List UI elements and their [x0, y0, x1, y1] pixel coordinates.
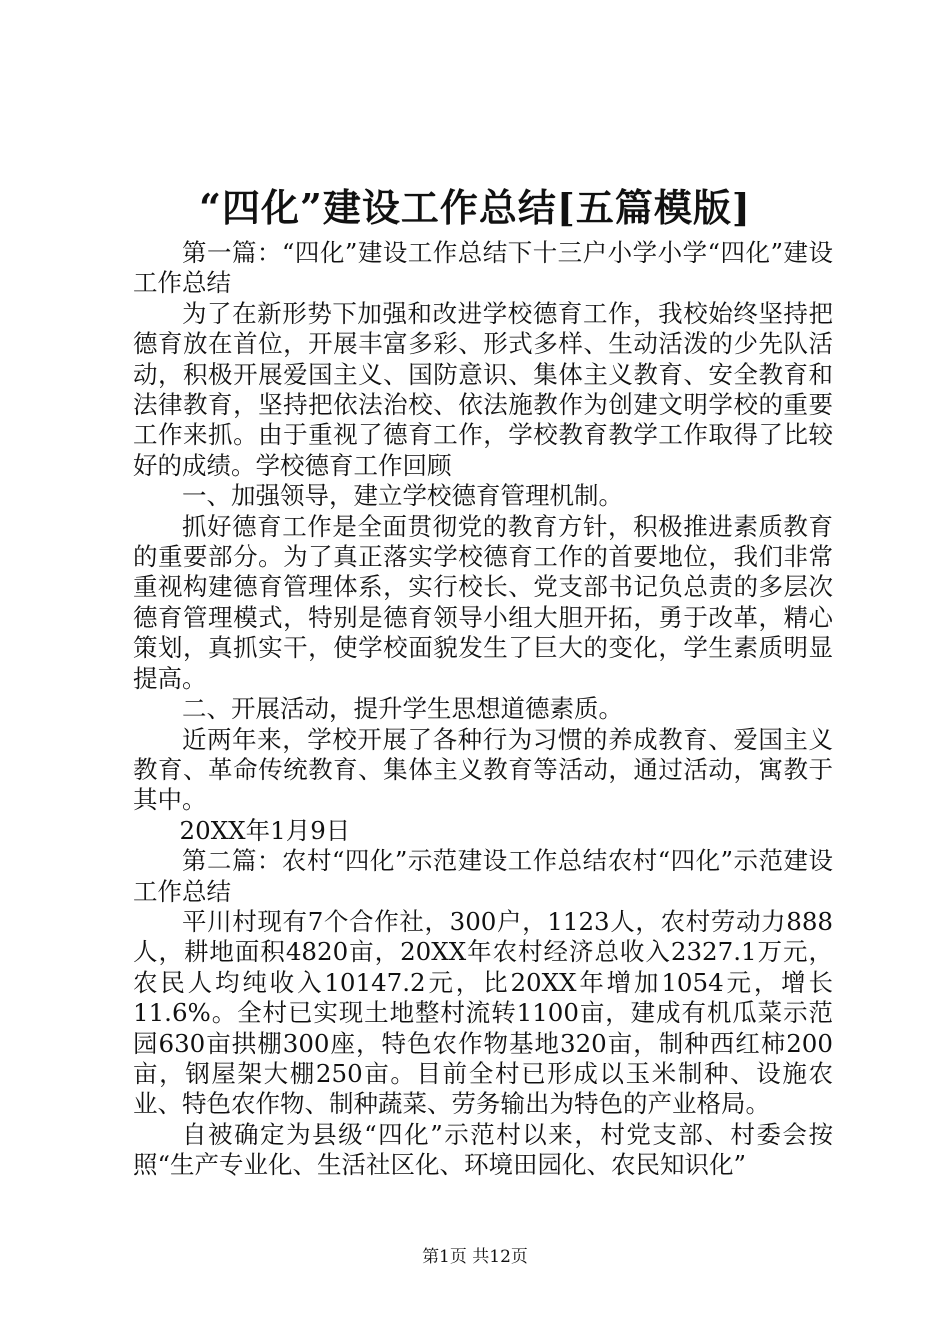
page-number-footer: 第1页 共12页	[422, 1247, 528, 1267]
paragraph-demonstration-village: 自被确定为县级“四化”示范村以来，村党支部、村委会按照“生产专业化、生活社区化、环境田园化、农民知识化”	[133, 1119, 833, 1180]
paragraph-intro: 为了在新形势下加强和改进学校德育工作，我校始终坚持把德育放在首位，开展丰富多彩、形式多样、生动活泼的少先队活动，积极开展爱国主义、国防意识、集体主义教育、安全教育和法律教育，坚持把依法治校、依法施教作为创建文明学校的重要工作来抓。由于重视了德育工作，学校教育教学工作取得了比较好的成绩。学校德育工作回顾	[133, 298, 833, 480]
paragraph-part-one-heading: 第一篇：“四化”建设工作总结下十三户小学小学“四化”建设工作总结	[133, 238, 833, 298]
paragraph-section-one-body: 抓好德育工作是全面贯彻党的教育方针，积极推进素质教育的重要部分。为了真正落实学校德育工作的首要地位，我们非常重视构建德育管理体系，实行校长、党支部书记负总责的多层次德育管理模式，特别是德育领导小组大胆开拓，勇于改革，精心策划，真抓实干，使学校面貌发生了巨大的变化，学生素质明显提高。	[133, 511, 833, 693]
document-title: “四化”建设工作总结[五篇模版]	[199, 185, 751, 230]
paragraph-date: 20XX年1月9日	[179, 815, 351, 845]
paragraph-section-two-heading: 二、开展活动，提升学生思想道德素质。	[182, 694, 623, 724]
document-body	[133, 238, 833, 1181]
paragraph-part-two-heading: 第二篇：农村“四化”示范建设工作总结农村“四化”示范建设工作总结	[133, 846, 833, 906]
paragraph-section-two-body: 近两年来，学校开展了各种行为习惯的养成教育、爱国主义教育、革命传统教育、集体主义教育等活动，通过活动，寓教于其中。	[133, 724, 833, 815]
paragraph-section-one-heading: 一、加强领导，建立学校德育管理机制。	[182, 481, 623, 511]
paragraph-village-overview: 平川村现有7个合作社，300户，1123人，农村劳动力888人，耕地面积4820亩，20XX年农村经济总收入2327.1万元，农民人均纯收入10147.2元，比20XX年增加1054元，增长11.6%。全村已实现土地整村流转1100亩，建成有机瓜菜示范园630亩拱棚300座，特色农作物基地320亩，制种西红柿200亩，钢屋架大棚250亩。目前全村已形成以玉米制种、设施农业、特色农作物、制种蔬菜、劳务输出为特色的产业格局。	[133, 906, 833, 1119]
